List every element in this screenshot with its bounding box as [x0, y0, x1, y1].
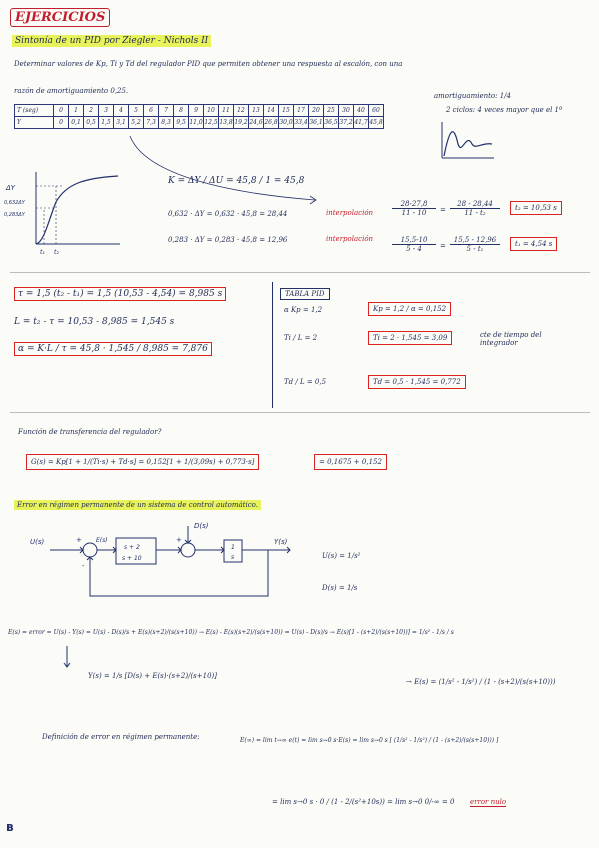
- intro-line1: Determinar valores de Kp, Ti y Td del regulador PID que permiten obtener una respuesta al escalón, con una: [14, 60, 403, 68]
- divider: [10, 272, 590, 273]
- minus-sign: -: [82, 562, 85, 570]
- table-cell: 14: [264, 105, 279, 117]
- block-diagram: [30, 520, 320, 610]
- transfer-function-result: = 0,1675 + 0,152: [314, 454, 387, 470]
- table-row-y: [15, 117, 384, 129]
- diagram-y: Y(s): [274, 538, 288, 546]
- ti-note: cte de tiempo del integrador: [480, 331, 542, 347]
- table-cell: 45,8: [369, 117, 384, 129]
- tau-equation: τ = 1,5 (t₂ - t₁) = 1,5 (10,53 - 4,54) = 8,985 s: [14, 287, 226, 301]
- section3-heading: Función de transferencia del regulador?: [18, 428, 162, 436]
- plus-sign: +: [176, 536, 182, 544]
- table-cell: 13: [249, 105, 264, 117]
- graph-y2-label: 0,283ΔY: [4, 212, 25, 218]
- td-result: Td = 0,5 · 1,545 = 0,772: [368, 375, 466, 389]
- table-cell: 7,3: [144, 117, 159, 129]
- table-cell: 12: [234, 105, 249, 117]
- interp2-frac-b: 15,5 - 12,96 5 - t₁: [450, 236, 500, 253]
- table-cell: 41,7: [354, 117, 369, 129]
- logo-icon: ʙ: [6, 820, 14, 834]
- intro-line2: razón de amortiguamiento 0,25.: [14, 87, 129, 95]
- interp-label-1: interpolación: [326, 209, 374, 217]
- limit-equation: E(∞) = lim t→∞ e(t) = lim s→0 s·E(s) = lim s→0 s [ (1/s² - 1/s²) / (1 - (s+2)/(s(s+10))) ]: [240, 737, 499, 744]
- definition-label: Definición de error en régimen permanente:: [42, 733, 200, 741]
- block2-den: s: [231, 554, 235, 561]
- table-cell: 1,5: [99, 117, 114, 129]
- down-arrow-icon: [62, 646, 72, 670]
- table-cell: 3: [99, 105, 114, 117]
- table-row-time: [15, 105, 384, 117]
- table-cell: 12,5: [204, 117, 219, 129]
- limit-equation-2: = lim s→0 s · 0 / (1 - 2/(s²+10s)) = lim s→0 0/-∞ = 0: [272, 798, 455, 806]
- table-cell: 2: [84, 105, 99, 117]
- table-cell: 25: [324, 105, 339, 117]
- ti-result: Ti = 2 · 1,545 = 3,09: [368, 331, 452, 345]
- table-cell: 7: [159, 105, 174, 117]
- note-line1: amortiguamiento: 1/4: [434, 92, 511, 100]
- row-label-y: Y: [15, 117, 54, 129]
- note-line2: 2 ciclos: 4 veces mayor que el 1º: [446, 106, 563, 114]
- plus-sign: +: [76, 536, 82, 544]
- table-cell: 0,1: [69, 117, 84, 129]
- vertical-divider: [272, 282, 273, 408]
- diagram-d: D(s): [194, 522, 209, 530]
- table-cell: 0: [54, 117, 69, 129]
- divider: [10, 412, 590, 413]
- d-definition: D(s) = 1/s: [322, 584, 358, 592]
- table-cell: 19,2: [234, 117, 249, 129]
- error-equation: E(s) = error = U(s) - Y(s) = U(s) - D(s)/s + E(s)(s+2)/(s(s+10)) → E(s) - E(s)(s+2)/(s(s+10)) = U(s) - D(s)/s → E(s)[1 - (s+2)/(s(s+10))] = 1/s² - 1/s / s: [8, 629, 454, 636]
- table-cell: 36,5: [324, 117, 339, 129]
- table-cell: 30,0: [279, 117, 294, 129]
- graph-t1-label: t₁: [40, 249, 45, 256]
- interp1-frac-a: 28-27,8 11 - 10: [392, 200, 436, 217]
- table-cell: 5: [129, 105, 144, 117]
- interp1-frac-b: 28 - 28,44 11 - t₂: [450, 200, 500, 217]
- table-cell: 30: [339, 105, 354, 117]
- block1-den: s + 10: [122, 555, 142, 562]
- block2-num: 1: [231, 544, 235, 551]
- table-cell: 26,8: [264, 117, 279, 129]
- table-cell: 36,1: [309, 117, 324, 129]
- table-cell: 40: [354, 105, 369, 117]
- table-cell: 13,8: [219, 117, 234, 129]
- t2-result: t₂ = 10,53 s: [510, 201, 562, 215]
- y-equation: Y(s) = 1/s [D(s) + E(s)·(s+2)/(s+10)]: [88, 672, 218, 680]
- table-cell: 37,2: [339, 117, 354, 129]
- row-td-left: Td / L = 0,5: [284, 378, 327, 386]
- graph-dy-label: ΔY: [6, 184, 16, 192]
- table-cell: 15: [279, 105, 294, 117]
- eq-283: 0,283 · ΔY = 0,283 · 45,8 = 12,96: [168, 236, 288, 244]
- table-cell: 60: [369, 105, 384, 117]
- response-table: [14, 104, 384, 129]
- section4-heading: Error en régimen permanente de un sistema de control automático.: [14, 501, 261, 509]
- table-cell: 9: [189, 105, 204, 117]
- row-kp-left: α Kp = 1,2: [284, 306, 323, 314]
- diagram-u: U(s): [30, 538, 45, 546]
- table-cell: 4: [114, 105, 129, 117]
- step-response-graph: [4, 166, 124, 256]
- table-cell: 24,6: [249, 117, 264, 129]
- table-cell: 11: [219, 105, 234, 117]
- page-title: EJERCICIOS: [10, 8, 110, 27]
- table-cell: 1: [69, 105, 84, 117]
- interp-label-2: interpolación: [326, 235, 374, 243]
- block1-num: s + 2: [124, 544, 140, 551]
- row-label-time: T (seg): [15, 105, 54, 117]
- table-cell: 10: [204, 105, 219, 117]
- table-cell: 3,1: [114, 117, 129, 129]
- table-cell: 5,2: [129, 117, 144, 129]
- l-equation: L = t₂ - τ = 10,53 - 8,985 = 1,545 s: [14, 317, 175, 327]
- eq-632: 0,632 · ΔY = 0,632 · 45,8 = 28,44: [168, 210, 288, 218]
- k-equation: K = ΔY / ΔU = 45,8 / 1 = 45,8: [168, 176, 305, 186]
- table-cell: 6: [144, 105, 159, 117]
- e-equation: → E(s) = (1/s² - 1/s²) / (1 - (s+2)/(s(s+10))): [406, 678, 556, 686]
- diagram-e: E(s): [96, 537, 108, 544]
- result-note: error nulo: [470, 798, 507, 806]
- graph-y1-label: 0,632ΔY: [4, 200, 25, 206]
- graph-t2-label: t₂: [54, 249, 59, 256]
- row-ti-left: Ti / L = 2: [284, 334, 318, 342]
- table-cell: 0,5: [84, 117, 99, 129]
- t1-result: t₁ = 4,54 s: [510, 237, 557, 251]
- section1-heading: Sintonía de un PID por Ziegler - Nichols II: [12, 36, 211, 46]
- interp2-frac-a: 15,5-10 5 - 4: [392, 236, 436, 253]
- u-definition: U(s) = 1/s²: [322, 552, 361, 560]
- table-cell: 17: [294, 105, 309, 117]
- kp-result: Kp = 1,2 / α = 0,152: [368, 302, 451, 316]
- table-cell: 20: [309, 105, 324, 117]
- table-cell: 11,0: [189, 117, 204, 129]
- annotation-arrow: [110, 128, 330, 208]
- alpha-equation: α = K·L / τ = 45,8 · 1,545 / 8,985 = 7,876: [14, 342, 212, 356]
- table-cell: 8: [174, 105, 189, 117]
- table-cell: 33,4: [294, 117, 309, 129]
- oscillation-sketch: [440, 118, 496, 162]
- tabla-pid-title: TABLA PID: [280, 288, 330, 300]
- equals-sign: =: [440, 242, 446, 250]
- equals-sign: =: [440, 206, 446, 214]
- table-cell: 8,3: [159, 117, 174, 129]
- table-cell: 0: [54, 105, 69, 117]
- table-cell: 9,5: [174, 117, 189, 129]
- transfer-function: G(s) = Kp[1 + 1/(Ti·s) + Td·s] = 0,152[1 + 1/(3,09s) + 0,773·s]: [26, 454, 259, 470]
